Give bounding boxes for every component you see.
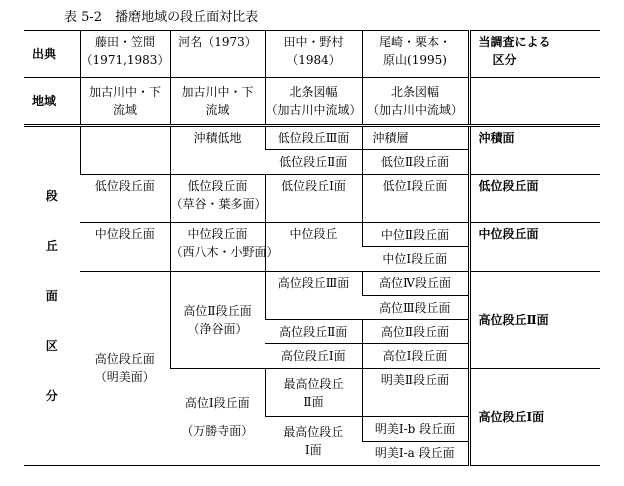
ozaki-high-3: 高位Ⅲ段丘面 <box>362 295 469 319</box>
tanaka-middle: 中位段丘 <box>265 223 362 272</box>
fujita-low: 低位段丘面 <box>80 174 170 223</box>
header-ozaki-kurimoto-harayama: 尾崎・栗本・ 原山(1995) <box>362 31 469 78</box>
survey-middle-terrace: 中位段丘面 <box>469 223 600 272</box>
fujita-high: 高位段丘面 （明美面） <box>80 271 170 465</box>
fujita-middle: 中位段丘面 <box>80 223 170 272</box>
terrace-classification-label: 段 丘 面 区 分 <box>24 126 80 466</box>
header-row <box>24 31 600 78</box>
kawana-low: 低位段丘面 （草谷・葉多面） <box>170 174 265 223</box>
ozaki-high-4: 高位Ⅳ段丘面 <box>362 271 469 295</box>
tanaka-high-1: 高位段丘Ⅰ面 <box>265 344 362 368</box>
table-caption: 表 5-2 播磨地域の段丘面対比表 <box>64 10 259 25</box>
region-row <box>24 77 600 126</box>
kawana-high-2: 高位Ⅱ段丘面 （浄谷面） <box>170 271 265 368</box>
fujita-empty <box>80 126 170 175</box>
ozaki-high-2: 高位Ⅱ段丘面 <box>362 320 469 344</box>
kawana-alluvial-lowland: 沖積低地 <box>170 126 265 175</box>
tanaka-highest-1: 最高位段丘 Ⅰ面 <box>265 417 362 466</box>
survey-alluvial-surface: 沖積面 <box>469 126 600 175</box>
tanaka-low-1: 低位段丘Ⅰ面 <box>265 174 362 223</box>
header-tanaka-nomura: 田中・野村 （1984） <box>265 31 362 78</box>
header-this-survey: 当調査による 区分 <box>469 31 600 78</box>
ozaki-meimi-2: 明美Ⅱ段丘面 <box>362 368 469 417</box>
survey-low-terrace: 低位段丘面 <box>469 174 600 223</box>
tanaka-high-2: 高位段丘Ⅱ面 <box>265 320 362 344</box>
region-label: 地域 <box>24 77 80 126</box>
ozaki-meimi-1b: 明美Ⅰ-b 段丘面 <box>362 417 469 441</box>
kawana-high-1: 高位Ⅰ段丘面 （万勝寺面） <box>170 368 265 465</box>
table-row <box>24 271 600 295</box>
ozaki-meimi-1a: 明美Ⅰ-a 段丘面 <box>362 441 469 465</box>
survey-high-terrace-2: 高位段丘Ⅱ面 <box>469 271 600 368</box>
table-row <box>24 223 600 247</box>
tanaka-low-2: 低位段丘Ⅱ面 <box>265 150 362 174</box>
header-fujita-kasama: 藤田・笠間 （1971,1983） <box>80 31 170 78</box>
tanaka-low-3: 低位段丘Ⅲ面 <box>265 126 362 150</box>
survey-high-terrace-1: 高位段丘Ⅰ面 <box>469 368 600 465</box>
ozaki-alluvial: 沖積層 <box>362 126 469 150</box>
table-row <box>24 174 600 198</box>
terrace-comparison-table <box>24 30 600 466</box>
region-this-survey <box>469 77 600 126</box>
ozaki-high-1: 高位Ⅰ段丘面 <box>362 344 469 368</box>
region-kawana: 加古川中・下 流域 <box>170 77 265 126</box>
tanaka-highest-2: 最高位段丘 Ⅱ面 <box>265 368 362 417</box>
region-tanaka-nomura: 北条図幅 （加古川中流域） <box>265 77 362 126</box>
region-fujita-kasama: 加古川中・下 流域 <box>80 77 170 126</box>
ozaki-low-2: 低位Ⅱ段丘面 <box>362 150 469 174</box>
header-kawana: 河名（1973） <box>170 31 265 78</box>
ozaki-middle-1: 中位Ⅰ段丘面 <box>362 247 469 271</box>
region-ozaki: 北条図幅 （加古川中流域） <box>362 77 469 126</box>
tanaka-high-3: 高位段丘Ⅲ面 <box>265 271 362 320</box>
ozaki-low-1: 低位Ⅰ段丘面 <box>362 174 469 223</box>
table-row <box>24 126 600 150</box>
kawana-middle: 中位段丘面 （西八木・小野面） <box>170 223 265 272</box>
ozaki-middle-2: 中位Ⅱ段丘面 <box>362 223 469 247</box>
source-label: 出典 <box>24 31 80 78</box>
